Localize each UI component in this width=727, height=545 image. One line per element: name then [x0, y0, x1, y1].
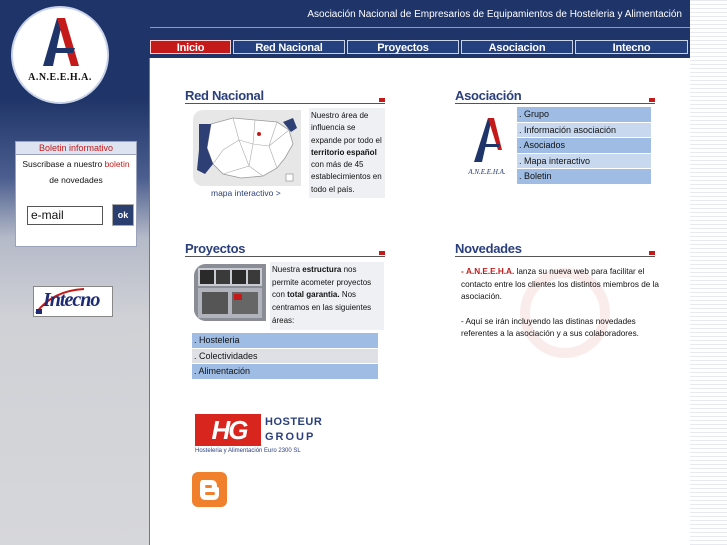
asociacion-title: Asociación [455, 88, 522, 103]
right-stripes-background [690, 0, 727, 545]
map-interactive-link[interactable]: mapa interactivo > [211, 188, 281, 198]
nov-p1-red: A.N.E.E.H.A. [466, 267, 515, 276]
rn-text-plain1: Nuestro área de influencia se expande por todo el [311, 111, 382, 145]
main-nav [150, 40, 690, 56]
newsletter-line1-red: boletin [104, 159, 130, 169]
intecno-logo-text: Intecno [43, 289, 100, 311]
red-nacional-marker [379, 98, 385, 102]
nov-p2-text: - Aquí se irán incluyendo las distinas novedades referentes a la asociación y a sus colaboradores. [461, 316, 639, 339]
nav-asociacion[interactable]: Asociacion [461, 40, 573, 54]
proyectos-rule [185, 256, 385, 257]
header-divider [150, 27, 690, 28]
left-sidebar-border [149, 58, 150, 545]
newsletter-line2: de novedades [49, 175, 103, 185]
header-title: Asociación Nacional de Empresarios de Equipamientos de Hosteleria y Alimentación [307, 9, 682, 20]
asociacion-item-informacion[interactable]: . Información asociación [517, 123, 651, 138]
blogger-icon [192, 472, 227, 507]
newsletter-title: Boletin informativo [16, 142, 136, 155]
proyectos-item-alimentacion[interactable]: . Alimentación [192, 364, 378, 379]
spain-map-image[interactable] [193, 110, 301, 186]
logo-text: A.N.E.E.H.A. [28, 72, 92, 83]
proyectos-marker [379, 251, 385, 255]
proj-text-bold2: total garantia. [287, 290, 340, 300]
nav-proyectos[interactable]: Proyectos [347, 40, 459, 54]
proyectos-item-hosteleria[interactable]: . Hosteleria [192, 333, 378, 348]
asociacion-item-mapa[interactable]: . Mapa interactivo [517, 154, 651, 169]
intecno-logo[interactable] [33, 286, 113, 317]
asociacion-item-asociados[interactable]: . Asociados [517, 138, 651, 153]
red-nacional-rule [185, 103, 385, 104]
proj-text-bold1: estructura [302, 265, 342, 274]
spain-map-icon [193, 110, 301, 186]
nav-red-nacional[interactable]: Red Nacional [233, 40, 345, 54]
newsletter-ok-button[interactable]: ok [112, 204, 134, 226]
hosteur-line2: GROUP [265, 431, 316, 443]
email-field[interactable]: e-mail [27, 206, 103, 225]
novedades-rule [455, 256, 655, 257]
hosteur-line1: HOSTEUR [265, 416, 323, 428]
asociacion-item-boletin[interactable]: . Boletin [517, 169, 651, 184]
proyectos-item-colectividades[interactable]: . Colectividades [192, 349, 378, 364]
asociacion-item-grupo[interactable]: . Grupo [517, 107, 651, 122]
rn-text-plain2: con más de 45 establecimientos en todo el país. [311, 160, 382, 194]
asociacion-logo-caption: A.N.E.E.H.A. [468, 168, 506, 176]
proj-text-part1: Nuestra [272, 265, 301, 274]
nov-spacer [461, 304, 661, 316]
asociacion-list [517, 107, 651, 185]
nov-p1-text: lanza su nueva web para facilitar el contacto entre los clientes los distintos miembros de la asociación. [461, 267, 659, 302]
newsletter-line1: Suscribase a nuestro [22, 159, 103, 169]
blogger-button[interactable] [192, 472, 227, 507]
novedades-marker [649, 251, 655, 255]
proyectos-title: Proyectos [185, 241, 246, 256]
newsletter-box [15, 141, 137, 247]
hosteur-group-logo[interactable] [193, 411, 323, 459]
aneeha-logo[interactable] [11, 6, 109, 104]
asociacion-marker [649, 98, 655, 102]
red-nacional-text [309, 108, 385, 198]
rn-text-bold: territorio español [311, 147, 377, 157]
hosteur-tagline: Hosteleria y Alimentación Euro 2300 SL [195, 448, 301, 454]
kitchen-equipment-icon [194, 264, 266, 321]
nov-p1-dash: - [461, 267, 464, 276]
nav-intecno[interactable]: Intecno [575, 40, 688, 54]
proj-text-part3: Nos centramos en las siguientes áreas: [272, 290, 372, 325]
proyectos-text [270, 262, 384, 330]
red-nacional-title: Red Nacional [185, 88, 264, 103]
novedades-title: Novedades [455, 241, 522, 256]
nav-inicio[interactable]: Inicio [150, 40, 231, 54]
aneeha-a-logo-icon [13, 8, 107, 78]
proyectos-list [192, 333, 378, 380]
proj-text-part2: nos permite acometer proyectos con [272, 265, 372, 300]
aneeha-a-small-icon [458, 110, 516, 170]
asociacion-rule [455, 103, 655, 104]
hosteur-mark: HG [211, 415, 247, 445]
asociacion-logo [458, 110, 516, 182]
kitchen-equipment-image [194, 264, 266, 321]
novedades-text [461, 266, 661, 341]
newsletter-text [16, 155, 136, 188]
